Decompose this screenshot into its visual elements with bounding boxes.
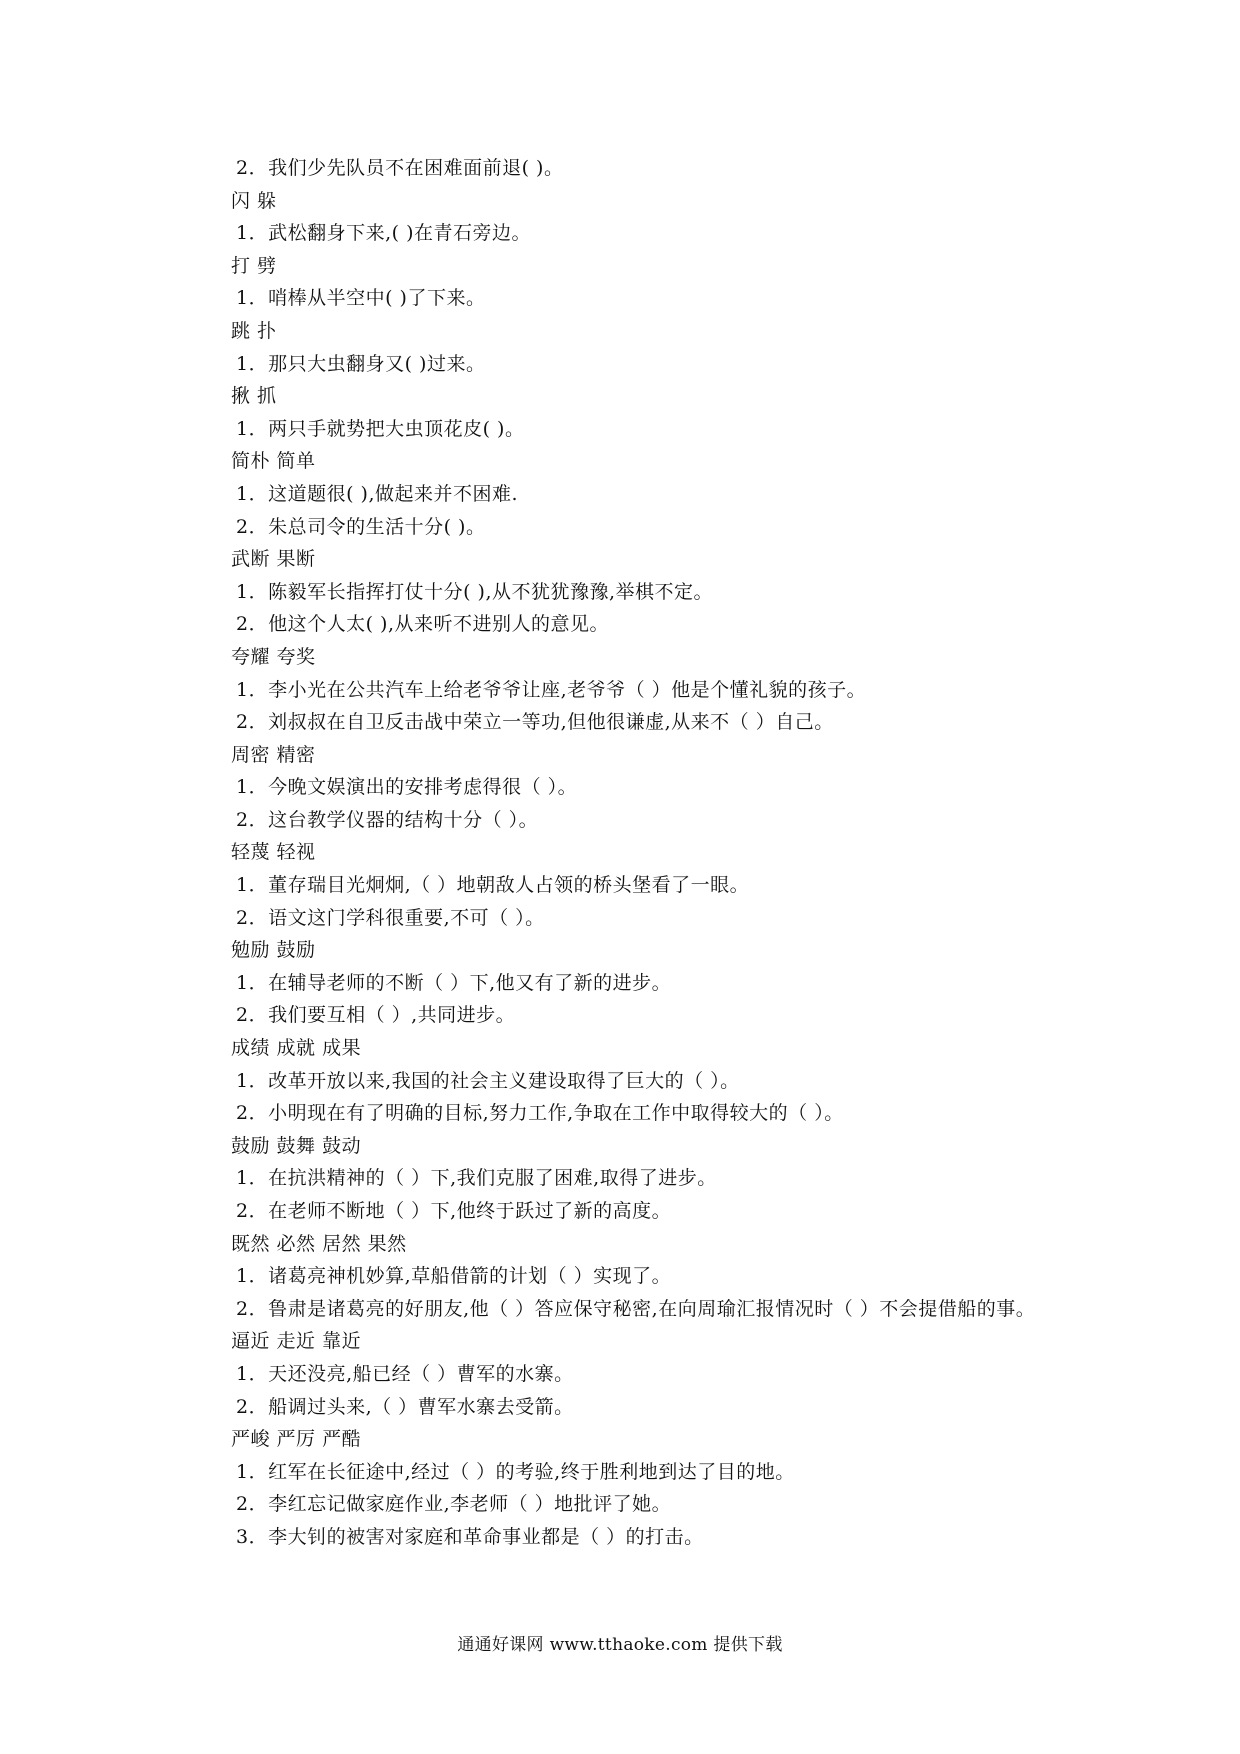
- word-group-title: 武断 果断: [231, 548, 316, 571]
- exercise-item: 1．那只大虫翻身又( )过来。: [236, 352, 486, 375]
- exercise-list: [189, 152, 1069, 1554]
- word-group-title: 逼近 走近 靠近: [231, 1330, 362, 1353]
- exercise-item: 1．董存瑞目光炯炯,（ ）地朝敌人占领的桥头堡看了一眼。: [236, 874, 750, 897]
- exercise-item: 1．两只手就势把大虫顶花皮( )。: [236, 417, 525, 440]
- word-group-title: 鼓励 鼓舞 鼓动: [231, 1134, 362, 1157]
- word-group-title: 揪 抓: [231, 385, 277, 408]
- word-group-title: 跳 扑: [231, 319, 277, 342]
- exercise-item: 2．鲁肃是诸葛亮的好朋友,他（ ）答应保守秘密,在向周瑜汇报情况时（ ）不会提借船的事。: [236, 1297, 1036, 1320]
- word-group-title: 轻蔑 轻视: [231, 841, 316, 864]
- exercise-item: 1．今晚文娱演出的安排考虑得很（ ）。: [236, 776, 578, 799]
- exercise-item: 3．李大钊的被害对家庭和革命事业都是（ ）的打击。: [236, 1525, 704, 1548]
- exercise-item: 1．红军在长征途中,经过（ ）的考验,终于胜利地到达了目的地。: [236, 1460, 795, 1483]
- exercise-item: 1．在辅导老师的不断（ ）下,他又有了新的进步。: [236, 971, 672, 994]
- exercise-item: 2．这台教学仪器的结构十分（ ）。: [236, 808, 539, 831]
- exercise-item: 1．在抗洪精神的（ ）下,我们克服了困难,取得了进步。: [236, 1167, 717, 1190]
- word-group-title: 打 劈: [231, 254, 277, 277]
- exercise-item: 2．语文这门学科很重要,不可（ ）。: [236, 906, 545, 929]
- word-group-title: 周密 精密: [231, 743, 316, 766]
- word-group-title: 闪 躲: [231, 189, 277, 212]
- exercise-item: 1．这道题很( ),做起来并不困难.: [236, 482, 519, 505]
- exercise-item: 1．哨棒从半空中( )了下来。: [236, 287, 486, 310]
- word-group-title: 严峻 严厉 严酷: [231, 1428, 362, 1451]
- exercise-item: 2．朱总司令的生活十分( )。: [236, 515, 486, 538]
- exercise-item: 1．诸葛亮神机妙算,草船借箭的计划（ ）实现了。: [236, 1265, 672, 1288]
- exercise-item: 2．李红忘记做家庭作业,李老师（ ）地批评了她。: [236, 1493, 672, 1516]
- page-footer: 通通好课网 www.tthaoke.com 提供下载: [457, 1635, 783, 1655]
- exercise-item: 1．武松翻身下来,( )在青石旁边。: [236, 222, 531, 245]
- word-group-title: 成绩 成就 成果: [231, 1037, 362, 1060]
- exercise-item: 1．陈毅军长指挥打仗十分( ),从不犹犹豫豫,举棋不定。: [236, 580, 714, 603]
- exercise-item: 1．改革开放以来,我国的社会主义建设取得了巨大的（ ）。: [236, 1069, 740, 1092]
- exercise-item: 2．在老师不断地（ ）下,他终于跃过了新的高度。: [236, 1200, 672, 1222]
- exercise-item: 1．李小光在公共汽车上给老爷爷让座,老爷爷（ ）他是个懂礼貌的孩子。: [236, 678, 867, 701]
- exercise-item: 1．天还没亮,船已经（ ）曹军的水寨。: [236, 1362, 574, 1385]
- exercise-item: 2．船调过头来,（ ）曹军水寨去受箭。: [236, 1395, 574, 1418]
- exercise-item: 2．他这个人太( ),从来听不进别人的意见。: [236, 613, 609, 636]
- exercise-item: 2．我们少先队员不在困难面前退( )。: [236, 157, 564, 179]
- exercise-item: 2．小明现在有了明确的目标,努力工作,争取在工作中取得较大的（ ）。: [236, 1102, 844, 1125]
- word-group-title: 简朴 简单: [231, 450, 316, 473]
- word-group-title: 既然 必然 居然 果然: [231, 1232, 407, 1255]
- word-group-title: 勉励 鼓励: [231, 939, 316, 962]
- exercise-item: 2．我们要互相（ ）,共同进步。: [236, 1004, 516, 1027]
- word-group-title: 夸耀 夸奖: [231, 645, 316, 668]
- exercise-item: 2．刘叔叔在自卫反击战中荣立一等功,但他很谦虚,从来不（ ）自己。: [236, 711, 834, 734]
